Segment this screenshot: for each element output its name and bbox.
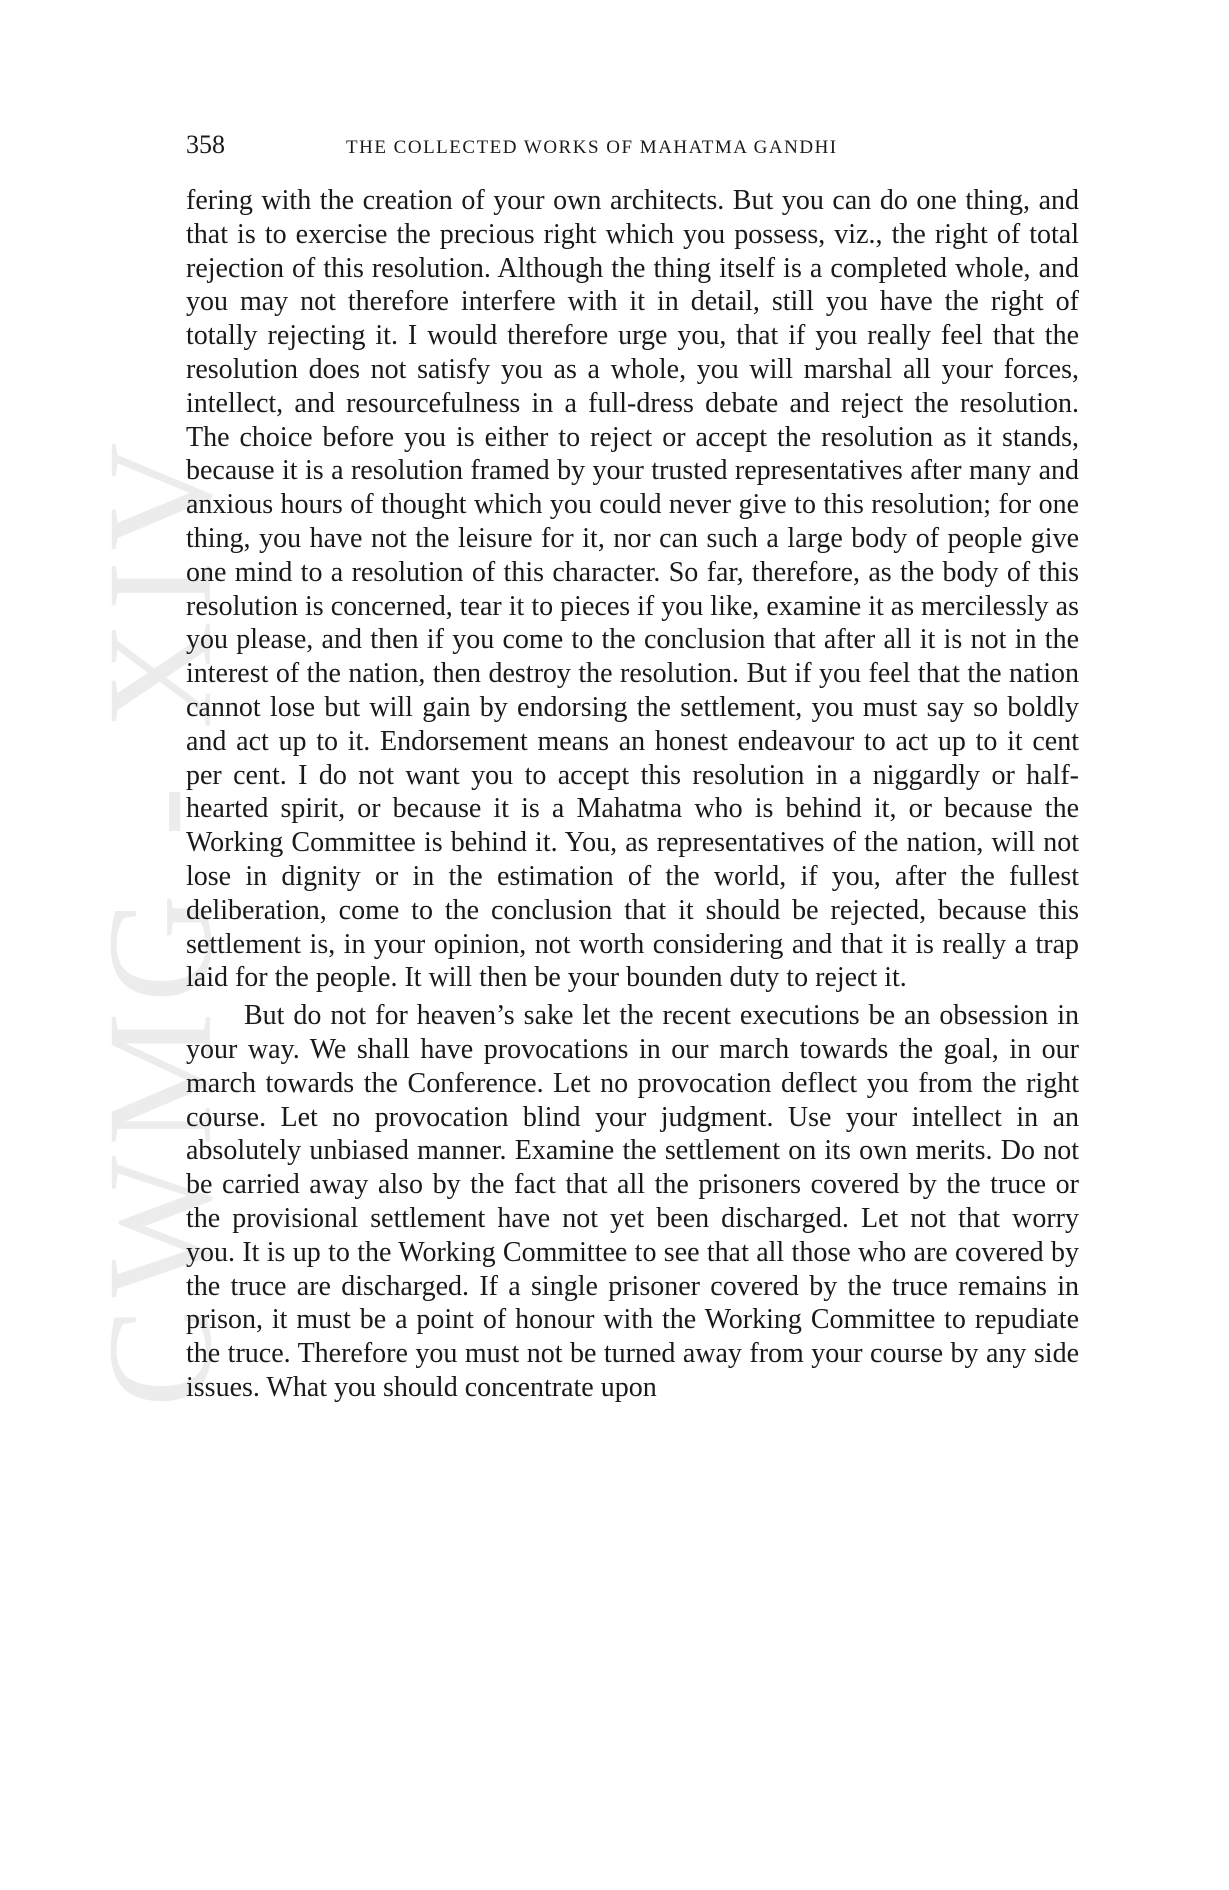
- body-text: [186, 184, 1079, 1405]
- page: [186, 130, 1079, 1405]
- running-title: THE COLLECTED WORKS OF MAHATMA GANDHI: [346, 137, 838, 158]
- page-number: 358: [186, 130, 225, 159]
- paragraph-1: fering with the creation of your own architects. But you can do one thing, and that is to exercise the precious right which you possess, viz., the right of total rejection of this resolution. Although the thing itself is a completed whole, and you may not therefore interfere with it in detail, still you have the right of totally rejecting it. I would therefore urge you, that if you really feel that the resolution does not satisfy you as a whole, you will marshal all your forces, intellect, and resourcefulness in a full-dress debate and reject the resolution. The choice before you is either to reject or accept the resolution as it stands, because it is a resolution framed by your trusted representatives after many and anxious hours of thought which you could never give to this resolution; for one thing, you have not the leisure for it, nor can such a large body of people give one mind to a resolution of this character. So far, therefore, as the body of this resolution is concerned, tear it to pieces if you like, examine it as mercilessly as you please, and then if you come to the conclusion that after all it is not in the interest of the nation, then destroy the resolution. But if you feel that the nation cannot lose but will gain by endorsing the settlement, you must say so boldly and act up to it. Endorsement means an honest endeavour to act up to it cent per cent. I do not want you to accept this resolution in a niggardly or half-hearted spirit, or because it is a Mahatma who is behind it, or because the Working Committee is behind it. You, as representatives of the nation, will not lose in dignity or in the estimation of the world, if you, after the fullest deliberation, come to the conclusion that it should be rejected, because this settlement is, in your opinion, not worth considering and that it is really a trap laid for the people. It will then be your bounden duty to reject it.: [186, 185, 1079, 994]
- paragraph-2: But do not for heaven’s sake let the recent executions be an obsession in your way. We shall have provocations in our march towards the goal, in our march towards the Conference. Let no provocation deflect you from the right course. Let no provocation blind your judgment. Use your intellect in an absolutely unbiased manner. Examine the settlement on its own merits. Do not be carried away also by the fact that all the prisoners covered by the truce or the provisional settlement have not yet been discharged. Let not that worry you. It is up to the Working Committee to see that all those who are covered by the truce are discharged. If a single prisoner covered by the truce remains in prison, it must be a point of honour with the Working Committee to repudiate the truce. Therefore you must not be turned away from your course by any side issues. What you should concentrate upon: [186, 1000, 1079, 1403]
- watermark-text: CWMG - XIV: [77, 432, 243, 1408]
- running-head: [186, 130, 1079, 170]
